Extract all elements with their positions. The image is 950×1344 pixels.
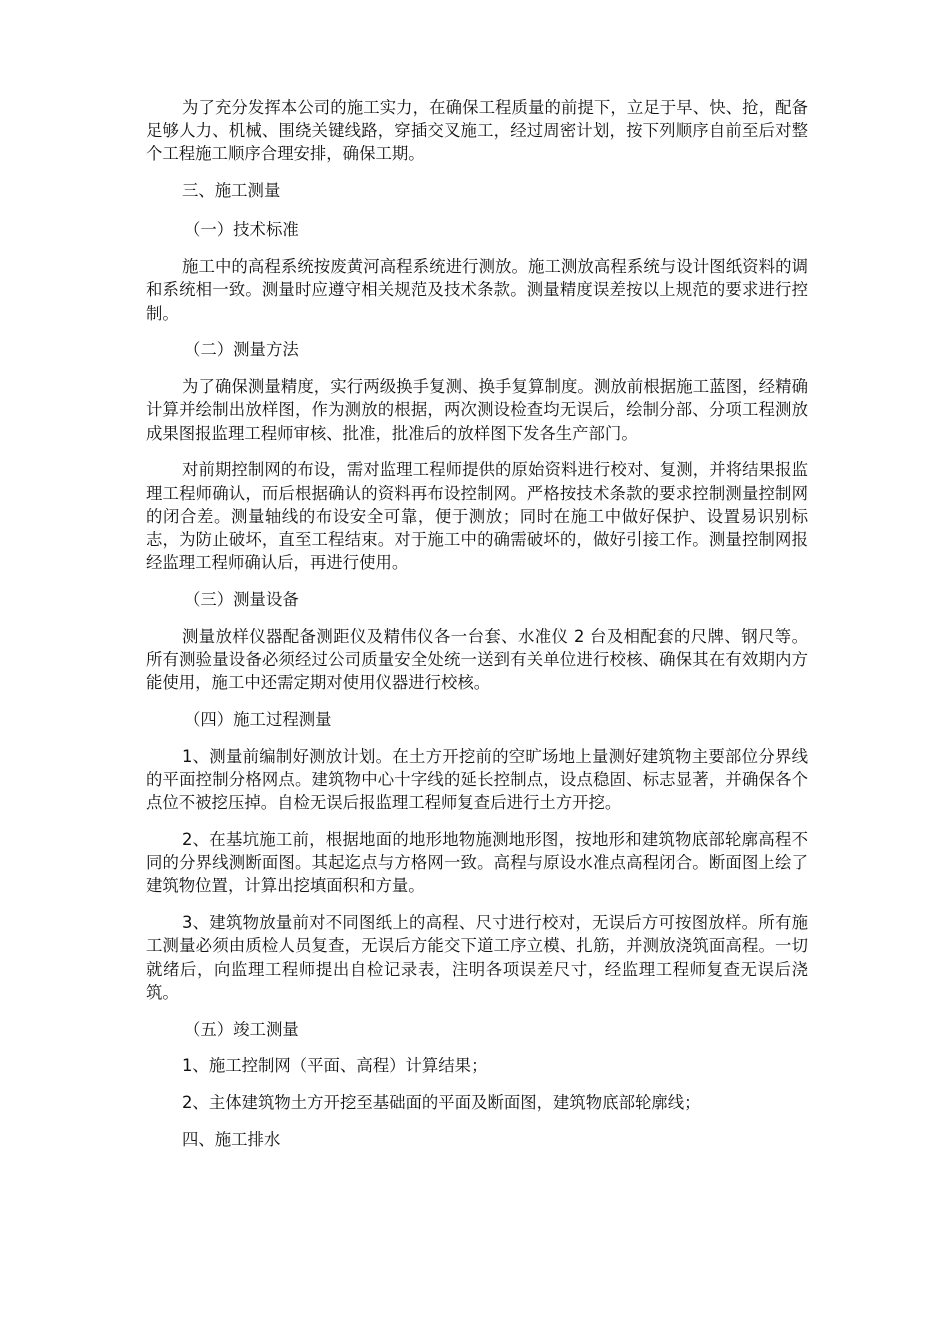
section-heading-survey: 三、施工测量 <box>182 181 281 201</box>
paragraph-process-3: 3、建筑物放量前对不同图纸上的高程、尺寸进行校对，无误后方可按图放样。所有施工测量必须由质检人员复查，无误后方能交下道工序立模、扎筋，并测放浇筑面高程。一切就绪后，向监理工程师提出自检记录表，注明各项误差尺寸，经监理工程师复查无误后浇筑。 <box>146 913 808 1002</box>
paragraph-process-2: 2、在基坑施工前，根据地面的地形地物施测地形图，按地形和建筑物底部轮廓高程不同的分界线测断面图。其起迄点与方格网一致。高程与原设水准点高程闭合。断面图上绘了建筑物位置，计算出挖填面积和方量。 <box>146 830 808 896</box>
paragraph-methods-1: 为了确保测量精度，实行两级换手复测、换手复算制度。测放前根据施工蓝图，经精确计算并绘制出放样图，作为测放的根据，两次测设检查均无误后，绘制分部、分项工程测放成果图报监理工程师审核、批准，批准后的放样图下发各生产部门。 <box>146 377 808 443</box>
paragraph-intro: 为了充分发挥本公司的施工实力，在确保工程质量的前提下，立足于早、快、抢，配备足够人力、机械、围绕关键线路，穿插交叉施工，经过周密计划，按下列顺序自前至后对整个工程施工顺序合理安排，确保工期。 <box>146 98 808 164</box>
paragraph-standards: 施工中的高程系统按废黄河高程系统进行测放。施工测放高程系统与设计图纸资料的调和系统相一致。测量时应遵守相关规范及技术条款。测量精度误差按以上规范的要求进行控制。 <box>146 257 808 323</box>
paragraph-equipment: 测量放样仪器配备测距仪及精伟仪各一台套、水准仪 2 台及相配套的尺牌、钢尺等。所有测验量设备必须经过公司质量安全处统一送到有关单位进行校核、确保其在有效期内方能使用，施工中还需定期对使用仪器进行校核。 <box>146 626 808 693</box>
subsection-heading-standards: （一）技术标准 <box>184 220 299 240</box>
subsection-heading-process-survey: （四）施工过程测量 <box>184 710 332 730</box>
paragraph-completion-1: 1、施工控制网（平面、高程）计算结果； <box>182 1056 488 1076</box>
paragraph-methods-2: 对前期控制网的布设，需对监理工程师提供的原始资料进行校对、复测，并将结果报监理工程师确认，而后根据确认的资料再布设控制网。严格按技术条款的要求控制测量控制网的闭合差。测量轴线的布设安全可靠，便于测放；同时在施工中做好保护、设置易识别标志，为防止破坏，直至工程结束。对于施工中的确需破坏的，做好引接工作。测量控制网报经监理工程师确认后，再进行使用。 <box>146 460 808 573</box>
subsection-heading-methods: （二）测量方法 <box>184 340 299 360</box>
document-page <box>146 96 808 1167</box>
paragraph-process-1: 1、测量前编制好测放计划。在土方开挖前的空旷场地上量测好建筑物主要部位分界线的平面控制分格网点。建筑物中心十字线的延长控制点，设点稳固、标志显著，并确保各个点位不被挖压掉。自检无误后报监理工程师复查后进行土方开挖。 <box>146 746 808 813</box>
section-heading-drainage: 四、施工排水 <box>182 1130 281 1150</box>
paragraph-completion-2: 2、主体建筑物土方开挖至基础面的平面及断面图，建筑物底部轮廓线； <box>182 1093 701 1113</box>
subsection-heading-completion-survey: （五）竣工测量 <box>184 1019 299 1039</box>
subsection-heading-equipment: （三）测量设备 <box>184 590 299 610</box>
